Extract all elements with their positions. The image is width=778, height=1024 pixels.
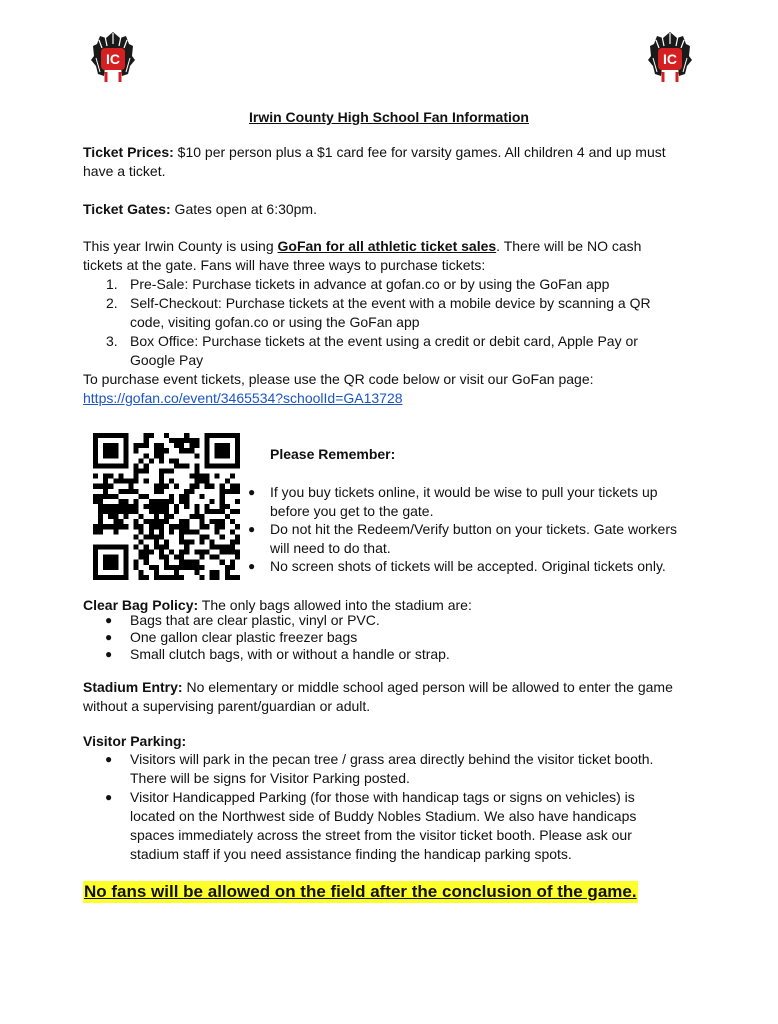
bullet: ● <box>105 647 113 661</box>
list-item-text-cont: will need to do that. <box>270 539 391 556</box>
visitor-parking-list <box>105 750 705 864</box>
ticket-gates-text: Gates open at 6:30pm. <box>170 201 317 217</box>
list-item <box>105 788 705 864</box>
ticket-prices-section <box>83 143 693 181</box>
ticket-prices-text: $10 per person plus a $1 card fee for varsity games. All children 4 and up must <box>173 144 666 160</box>
list-item <box>83 294 693 332</box>
list-item-text: Self-Checkout: Purchase tickets at the event with a mobile device by scanning a QR <box>130 295 651 311</box>
list-item-text: Do not hit the Redeem/Verify button on your tickets. Gate workers <box>270 521 677 537</box>
gofan-emphasis: GoFan for all athletic ticket sales <box>277 238 497 254</box>
list-number: 3. <box>106 333 118 349</box>
list-item-text: One gallon clear plastic freezer bags <box>130 629 358 645</box>
list-item-text: Visitor Handicapped Parking (for those with handicap tags or signs on vehicles) is <box>130 789 635 805</box>
bag-policy-list <box>105 612 705 663</box>
bullet: ● <box>248 559 256 573</box>
list-number: 2. <box>106 295 118 311</box>
gofan-intro-line2: tickets at the gate. Fans will have three ways to purchase tickets: <box>83 257 486 273</box>
bullet: ● <box>105 630 113 644</box>
list-item-text: Bags that are clear plastic, vinyl or PVC. <box>130 612 380 628</box>
ticket-prices-label: Ticket Prices: <box>83 144 174 160</box>
ticket-gates-section <box>83 200 693 219</box>
bullet: ● <box>105 613 113 627</box>
list-item <box>83 275 693 294</box>
stadium-entry-text-cont: without a supervising parent/guardian or adult. <box>83 698 371 714</box>
list-item-text: Box Office: Purchase tickets at the event using a credit or debit card, Apple Pay or <box>130 333 638 349</box>
stadium-entry-text: No elementary or middle school aged person will be allowed to enter the game <box>182 679 673 695</box>
school-logo-left <box>88 28 138 84</box>
bag-policy-text: The only bags allowed into the stadium are: <box>198 597 472 613</box>
list-item <box>105 646 705 663</box>
gofan-intro <box>83 237 693 275</box>
remember-list <box>248 483 688 576</box>
list-item-text-cont: code, visiting gofan.co or using the GoFan app <box>130 314 420 330</box>
list-item-text-cont: spaces immediately across the street from the visitor ticket booth. Please ask our <box>130 827 632 843</box>
list-item <box>248 483 688 520</box>
remember-heading-text: Please Remember: <box>270 446 396 462</box>
list-item-text: Pre-Sale: Purchase tickets in advance at gofan.co or by using the GoFan app <box>130 276 610 292</box>
list-item <box>105 629 705 646</box>
purchase-note-text: To purchase event tickets, please use the QR code below or visit our GoFan page: <box>83 371 594 387</box>
list-item-text-cont: before you get to the gate. <box>270 502 434 519</box>
page-title: Irwin County High School Fan Information <box>249 109 529 125</box>
stadium-entry-label: Stadium Entry: <box>83 679 183 695</box>
remember-heading <box>270 445 690 464</box>
visitor-parking-heading <box>83 732 693 751</box>
list-item-text-cont: stadium staff if you need assistance finding the handicap parking spots. <box>130 846 572 862</box>
purchase-note <box>83 370 693 408</box>
gofan-qr-code[interactable] <box>93 433 240 580</box>
bullet: ● <box>105 752 113 766</box>
list-item-text: Visitors will park in the pecan tree / grass area directly behind the visitor ticket booth. <box>130 751 654 767</box>
svg-text:IC: IC <box>106 51 120 67</box>
gofan-intro-suffix: . There will be NO cash <box>496 238 642 254</box>
svg-text:IC: IC <box>663 51 677 67</box>
bullet: ● <box>105 790 113 804</box>
list-item <box>248 520 688 557</box>
list-item-text: Small clutch bags, with or without a handle or strap. <box>130 646 450 662</box>
final-notice: No fans will be allowed on the field after the conclusion of the game. <box>84 882 637 901</box>
list-item-text-cont: Google Pay <box>130 352 204 368</box>
list-item <box>105 612 705 629</box>
school-logo-right <box>645 28 695 84</box>
bullet: ● <box>248 485 256 499</box>
visitor-parking-heading-text: Visitor Parking: <box>83 733 187 749</box>
list-item <box>248 557 688 576</box>
gofan-intro-prefix: This year Irwin County is using <box>83 238 278 254</box>
list-item-text-cont: located on the Northwest side of Buddy Nobles Stadium. We also have handicaps <box>130 808 637 824</box>
stadium-entry-section <box>83 678 698 716</box>
gofan-event-link[interactable]: https://gofan.co/event/3465534?schoolId=GA13728 <box>83 390 403 406</box>
list-number: 1. <box>106 276 118 292</box>
list-item-text: If you buy tickets online, it would be wise to pull your tickets up <box>270 484 658 500</box>
list-item <box>105 750 705 788</box>
bag-policy-label: Clear Bag Policy: <box>83 597 199 613</box>
list-item-text-cont: There will be signs for Visitor Parking posted. <box>130 770 410 786</box>
list-item <box>83 332 693 370</box>
list-item-text: No screen shots of tickets will be accepted. Original tickets only. <box>270 558 666 574</box>
purchase-methods-list <box>83 275 693 370</box>
bullet: ● <box>248 522 256 536</box>
ticket-prices-text-cont: have a ticket. <box>83 163 166 179</box>
ticket-gates-label: Ticket Gates: <box>83 201 171 217</box>
